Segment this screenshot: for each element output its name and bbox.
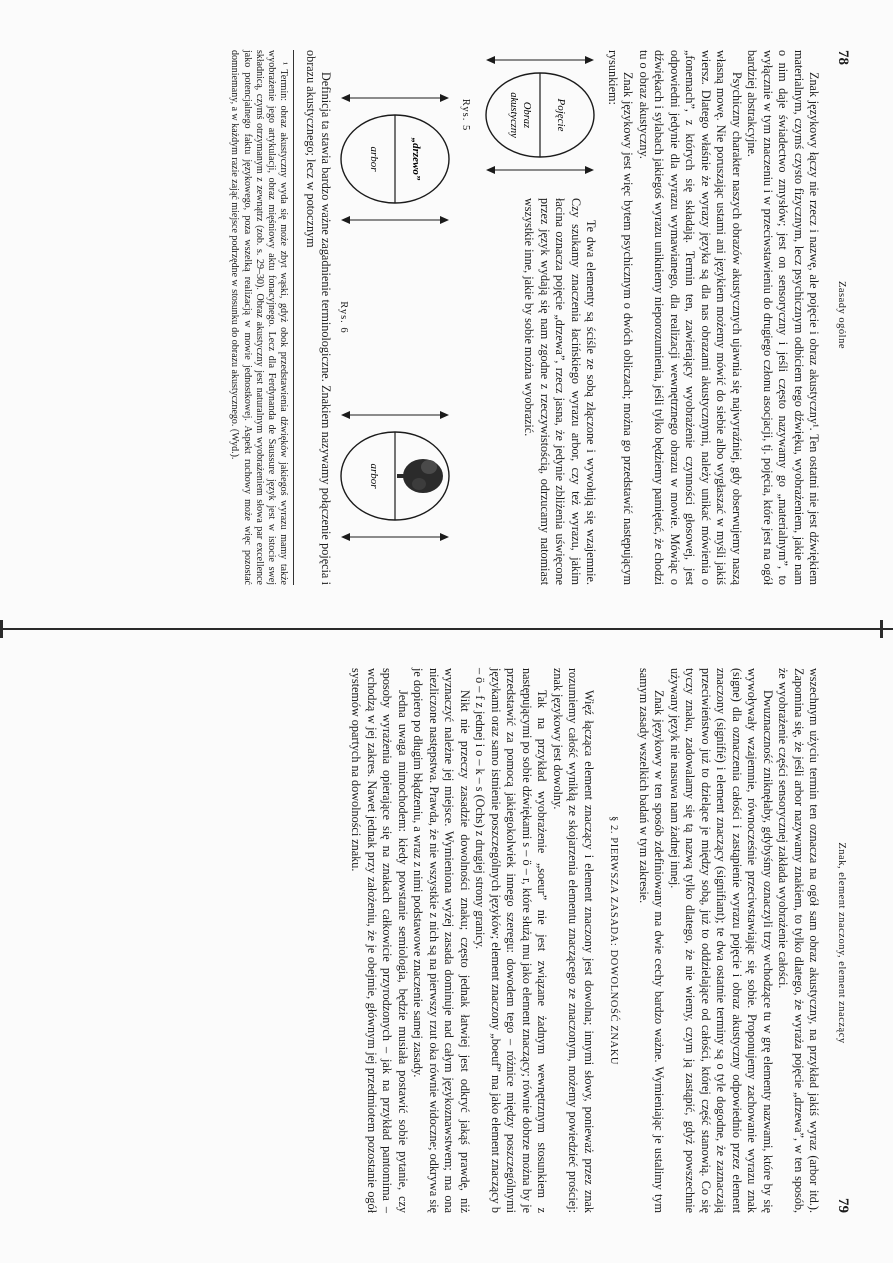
- paragraph: Znak językowy jest więc bytem psychicznym o dwóch obliczach; można go przedstawić następującym rysunkiem:: [606, 50, 636, 585]
- paragraph: Nikt nie przeczy zasadzie dowolności znaku; często jednak łatwiej jest odkryć jakąś prawdę, niż wyznaczyć należne jej miejsce. Wymieniona wyżej zasada dominuje nad całym językoznawstwem; ma ona niezliczone następstwa. Prawda, że nie wszystkie z nich są na pierwszy rzut oka równie widoczne; odkrywa się je dopiero po długim błądzeniu, a wraz z nimi podstawowe znaczenie samej zasady.: [411, 668, 472, 1213]
- arbor-label: arbor: [368, 146, 381, 172]
- figure-6: [336, 50, 454, 585]
- fold-mark-left: [0, 620, 3, 638]
- running-header: [834, 50, 851, 585]
- page-fold-line: [0, 628, 893, 630]
- figure-caption: Rys. 5: [460, 98, 471, 132]
- sign-diagram: [481, 50, 599, 180]
- sound-image-label-1: Obraz: [521, 101, 533, 129]
- tree-icon: [398, 459, 444, 493]
- fold-mark-right: [880, 620, 883, 638]
- tree-arbor-diagram: [336, 401, 454, 551]
- figure-5-block: [458, 50, 599, 585]
- paragraph-definition: Definicja ta stawia bardzo ważne zagadnienie terminologiczne. Znakiem nazywamy połączenie pojęcia i obrazu akustycznego; lecz w potocznym: [304, 50, 334, 585]
- figure-caption: Rys. 6: [338, 301, 349, 334]
- paragraph: Znak językowy łączy nie rzecz i nazwę, ale pojęcie i obraz akustyczny¹. Ten ostatni nie jest dźwiękiem materialnym, czymś czysto fizycznym, lecz psychicznym odbiciem tego dźwięku, wyobrażeniem, jakie nam o nim daje świadectwo zmysłów; jest on sensoryczny i jeśli często nazywamy go „materialnym”, to wyłącznie w tym znaczeniu i w przeciwstawieniu do drugiego członu asocjacji, tj. pojęcia, które jest na ogół bardziej abstrakcyjne.: [745, 50, 822, 585]
- paragraph: Więź łącząca element znaczący i element znaczony jest dowolna; innymi słowy, ponieważ przez znak rozumiemy całość wynikłą ze skojarzenia elementu znaczącego ze znaczonym, możemy powiedzieć prościej: znak językowy jest dowolny.: [551, 668, 596, 1213]
- figure-5: [458, 50, 599, 180]
- paragraph: wszechnym użyciu termin ten oznacza na ogół sam obraz akustyczny, na przykład jakiś wyraz (arbor itd.). Zapomina się, że jeśli arbor nazywamy znakiem, to tylko dlatego, że wyraża pojęcie „drzewa”, w ten sposób, że wyobrażenie części sensorycznej zakłada wyobrażenie całości.: [776, 668, 822, 1213]
- page-79: [70, 668, 850, 1213]
- running-title: Zasady ogólne: [836, 280, 847, 350]
- page-78: [70, 50, 850, 585]
- paragraph: Psychiczny charakter naszych obrazów akustycznych ujawnia się najwyraźniej, gdy obserwujemy naszą własną mowę. Nie poruszając ustami ani językiem możemy mówić do siebie albo wygłaszać w myśli jakiś wiersz. Dlatego właśnie że wyrazy języka są dla nas obrazami akustycznymi, należy unikać mówienia o „fonemach”, z których się składają. Termin ten, zawierający wyobrażenie czynności głosowej, jest odpowiedni jedynie dla wyrazu wymawianego, dla realizacji wewnętrznego obrazu w mowie. Mówiąc o dźwiękach i sylabach jakiegoś wyrazu unikniemy nieporozumienia, jeśli tylko będziemy pamiętać, że chodzi tu o obraz akustyczny.: [637, 50, 744, 585]
- page-number: 79: [835, 1198, 851, 1213]
- paragraph: Dwuznaczność zniknęłaby, gdybyśmy oznaczyli trzy wchodzące tu w grę elementy nazwami, które by się wywoływały wzajemnie, równocześnie przeciwstawiając się sobie. Proponujemy zachowanie wyrazu znak (signe) dla oznaczenia całości i zastąpienie wyrazu pojęcie i obraz akustyczny odpowiednio przez element znaczony (signifié) i element znaczący (signifiant); te dwa ostatnie terminy są o tyle dogodne, że zaznaczają przeciwieństwo już to dzielące je między sobą, już to oddzielające od całości, której część stanowią. Co się tyczy znaku, zadowalamy się tą nazwą tylko dlatego, że nie wiemy, czym ją zastąpić, gdyż powszechnie używany język nie nasuwa nam żadnej innej.: [668, 668, 775, 1213]
- figure-side-text: [521, 198, 599, 585]
- running-title: Znak, element znaczony, element znaczący: [836, 842, 847, 1044]
- footnote: ¹ Termin: obraz akustyczny wyda się może zbyt wąski, gdyż obok przedstawienia dźwięków jakiegoś wyrazu mamy także wyobrażenie jego artykulacji, obraz mięśniowy aktu fonacyjnego. Lecz dla Ferdynanda de Saussure język jest w istocie swej składnicą, czymś otrzymanym z zewnątrz (zob. s. 29–30). Obraz akustyczny jest naturalnym wyobrażeniem słowa par excellence jako potencjalnego faktu językowego, poza wszelką realizacją w mowie jednostkowej. Aspekt ruchowy może więc pozostać domniemany, a w każdym razie zająć miejsce podrzędne w stosunku do obrazu akustycznego. (Wyd.).: [228, 50, 294, 585]
- drzewo-label: „drzewo”: [410, 137, 423, 181]
- section-heading: § 2. PIERWSZA ZASADA: DOWOLNOŚĆ ZNAKU: [608, 815, 620, 1066]
- drzewo-arbor-diagram: [336, 84, 454, 234]
- page-number: 78: [835, 50, 851, 65]
- running-header: [834, 668, 851, 1213]
- sound-image-label-2: akustyczny: [508, 92, 520, 138]
- concept-label: Pojęcie: [555, 98, 568, 132]
- paragraph: Jedna uwaga mimochodem: kiedy powstanie semiologia, będzie musiała postawić sobie pytanie, czy sposoby wyrażenia opierające się na znakach całkowicie przyrodzonych – jak na przykład pantomima – wchodzą w jej zakres. Nawet jednak przy założeniu, że je obejmie, głównym jej przedmiotem pozostanie ogół systemów opartych na dowolności znaku.: [349, 668, 410, 1213]
- paragraph: Tak na przykład wyobrażenie „soeur” nie jest związane żadnym wewnętrznym stosunkiem z następującymi po sobie dźwiękami s – ö – r, które służą mu jako element znaczący; równie dobrze można by je przedstawić za pomocą jakiegokolwiek innego szeregu: dowodem tego – różnice między poszczególnymi językami oraz samo istnienie poszczególnych języków; element znaczony „boeuf” ma jako element znaczący b – ö – f z jednej i o – k – s (Ochs) z drugiej strony granicy.: [473, 668, 550, 1213]
- paragraph: Znak językowy w ten sposób zdefiniowany ma dwie cechy bardzo ważne. Wymieniając je ustalimy tym samym zasady wszelkich badań w tym zakresie.: [637, 668, 667, 1213]
- paragraph: Te dwa elementy są ściśle ze sobą złączone i wywołują się wzajemnie. Czy szukamy znaczenia łacińskiego wyrazu arbor, czy też wyrazu, jakim łacina oznacza pojęcie „drzewa”, rzecz jasna, że jedynie zbliżenia uświęcone przez język wydają się nam zgodne z rzeczywistością, odrzucamy natomiast wszystkie inne, jakie by sobie można wyobrazić.: [522, 198, 599, 585]
- arbor-label: arbor: [368, 463, 381, 489]
